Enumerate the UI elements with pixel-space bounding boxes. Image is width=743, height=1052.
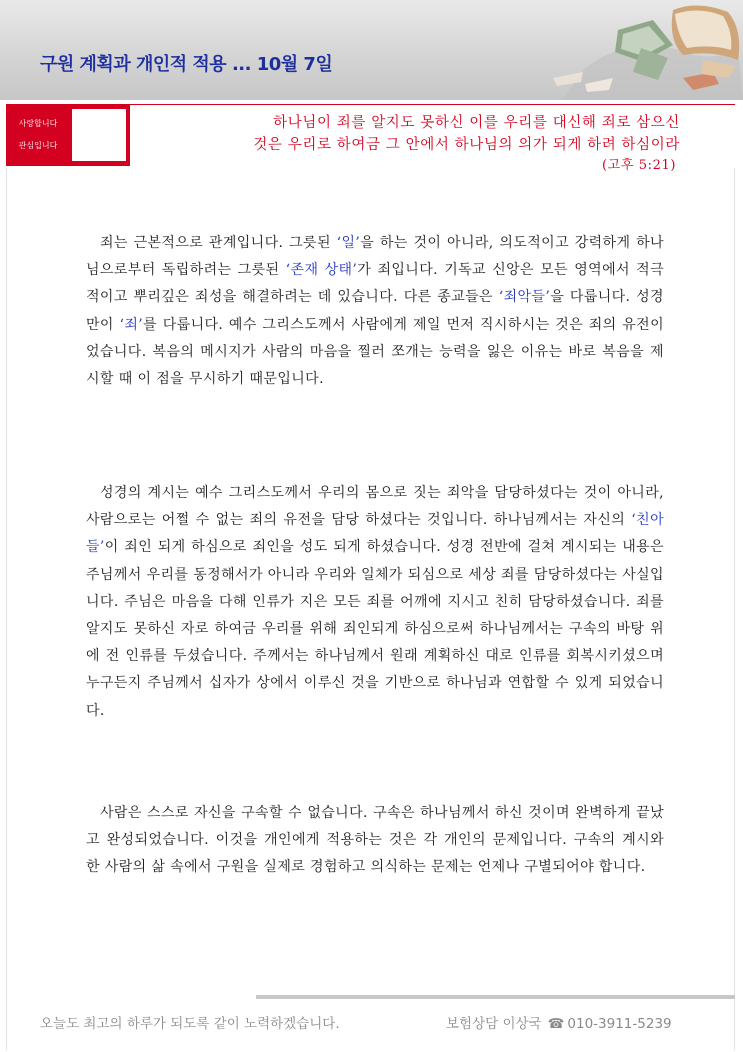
- red-box-line-2: 관심입니다: [18, 141, 58, 150]
- torn-money-illustration: [523, 0, 743, 100]
- p1-highlight-1: ‘일’: [336, 235, 361, 251]
- p1-highlight-2: ‘존재 상태’: [285, 262, 358, 279]
- phone-icon: ☎: [547, 1016, 565, 1032]
- verse-band-top-line: [130, 104, 735, 105]
- header-banner: [0, 0, 743, 100]
- key-verse: [180, 112, 680, 177]
- phone-number[interactable]: 010-3911-5239: [567, 1016, 672, 1032]
- footer-contact: [446, 1012, 672, 1032]
- p1-text-b: 을 하는 것이 아니라, 의도적이고 강력하게 하나님으로부터 독립하려는 그릇된: [86, 235, 664, 279]
- paragraph-2: [86, 480, 664, 725]
- p3-text-a: 사람은 스스로 자신을 구속할 수 없습니다. 구속은 하나님께서 하신 것이며 완벽하게 끝났고 완성되었습니다. 이것을 개인에게 적용하는 것은 각 개인의 문제입니다. 구속의 계시와 한 사람의 삶 속에서 구원을 실제로 경험하고 의식하는 문제는 언제나 구별되어야 합니다.: [86, 805, 664, 876]
- verse-reference: (고후 5:21): [602, 158, 676, 173]
- verse-line-2: 것은 우리로 하여금 그 안에서 하나님의 의가 되게 하려 하심이라: [253, 137, 680, 153]
- red-label-box: [6, 104, 130, 166]
- p1-text-c: 가 죄입니다. 기독교 신앙은 모든 영역에서 적극적이고 뿌리깊은 죄성을 해결하려는 데 있습니다. 다른 종교들은: [86, 262, 665, 306]
- p1-highlight-4: ‘죄’: [119, 316, 144, 333]
- contact-label: 보험상담 이상국: [446, 1016, 542, 1032]
- paragraph-3: [86, 800, 664, 882]
- photo-slot: [72, 109, 126, 161]
- red-box-line-1: 사랑합니다: [18, 119, 58, 128]
- p1-text-d: 을 다룹니다. 성경만이: [86, 289, 664, 333]
- footer-divider: [256, 995, 735, 999]
- paragraph-1: [86, 230, 664, 393]
- p2-text-b: 이 죄인 되게 하심으로 죄인을 성도 되게 하셨습니다. 성경 전반에 걸쳐 계시되는 내용은 주님께서 우리를 동정해서가 아니라 우리와 일체가 되심으로 세상 죄를 담당하셨다는 사실입니다. 주님은 마음을 다해 인류가 지은 모든 죄를 어깨에 지시고 친히 담당하셨습니다. 죄를 알지도 못하신 자로 하여금 우리를 위해 죄인되게 하심으로써 하나님께서는 구속의 바탕 위에 전 인류를 두셨습니다. 주께서는 하나님께서 원래 계획하신 대로 인류를 회복시키셨으며 누구든지 주님께서 십자가 상에서 이루신 것을 기반으로 하나님과 연합할 수 있게 되었습니다.: [86, 539, 664, 719]
- page-title: 구원 계획과 개인적 적용 ... 10월 7일: [40, 54, 333, 75]
- p2-text-a: 성경의 계시는 예수 그리스도께서 우리의 몸으로 짓는 죄악을 담당하셨다는 것이 아니라, 사람으로는 어쩔 수 없는 죄의 유전을 담당 하셨다는 것입니다. 하나님께서는 자신의: [86, 485, 664, 529]
- p1-text-e: 를 다룹니다. 예수 그리스도께서 사람에게 제일 먼저 직시하시는 것은 죄의 유전이었습니다. 복음의 메시지가 사람의 마음을 찔러 쪼개는 능력을 잃은 이유는 바로 복음을 제시할 때 이 점을 무시하기 때문입니다.: [86, 316, 665, 388]
- p1-text-a: 죄는 근본적으로 관계입니다. 그릇된: [100, 235, 337, 251]
- footer-slogan: 오늘도 최고의 하루가 되도록 같이 노력하겠습니다.: [40, 1016, 340, 1032]
- p2-highlight-1: ‘친아들’: [86, 512, 664, 556]
- verse-line-1: 하나님이 죄를 알지도 못하신 이를 우리를 대신해 죄로 삼으신: [273, 115, 680, 131]
- p1-highlight-3: ‘죄악들’: [498, 289, 551, 306]
